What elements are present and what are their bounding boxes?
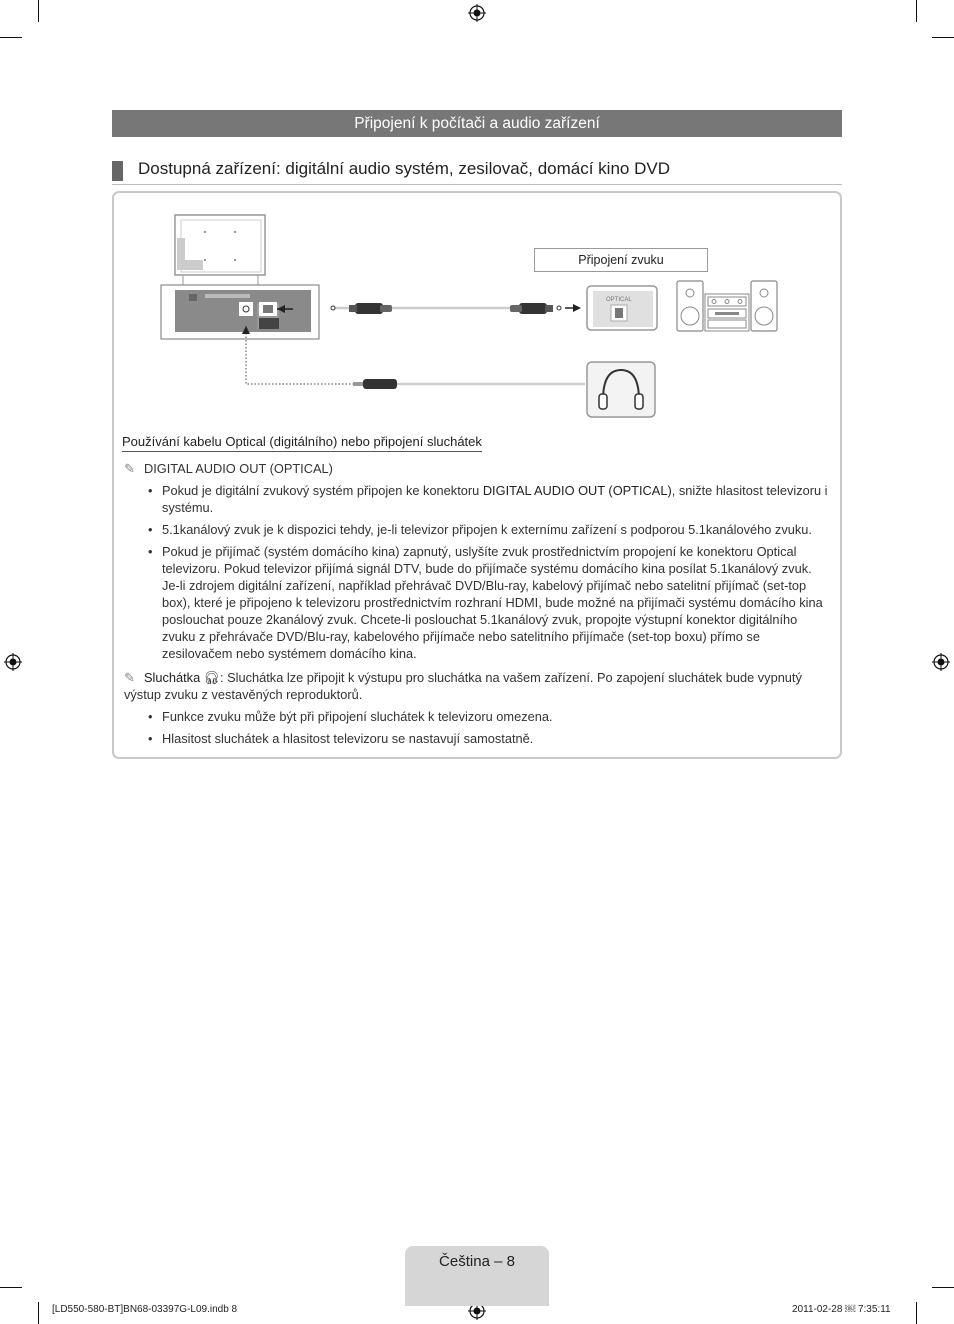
- note-title: Sluchátka: [144, 670, 201, 685]
- bullet-bold-text: DIGITAL AUDIO OUT (OPTICAL): [482, 483, 672, 498]
- note-digital-audio: [124, 460, 333, 477]
- crop-mark: [38, 0, 39, 22]
- bullet-text: 5.1kanálový zvuk je k dispozici tehdy, je-li televizor připojen k externímu zařízení s podporou 5.1kanálového zvuku.: [162, 522, 812, 537]
- pencil-note-icon: ✎: [124, 461, 135, 476]
- heading-marker: [112, 161, 123, 181]
- audio-connection-label: Připojení zvuku: [534, 248, 708, 272]
- crop-mark: [38, 1302, 39, 1324]
- crop-mark: [916, 1302, 917, 1324]
- page-number-tab: [405, 1246, 549, 1306]
- note-headphones: [124, 669, 832, 703]
- page-number: Čeština – 8: [439, 1253, 515, 1270]
- optical-label: OPTICAL: [606, 297, 632, 303]
- bullet-icon: •: [148, 544, 153, 559]
- optical-cable: [331, 303, 581, 314]
- bullet-icon: •: [148, 483, 153, 498]
- bullet-icon: •: [148, 522, 153, 537]
- registration-mark-icon: [4, 653, 22, 671]
- headphone-cable: [353, 379, 585, 389]
- crop-mark: [916, 0, 917, 22]
- heading-text: Dostupná zařízení: digitální audio systém, zesilovač, domácí kino DVD: [138, 159, 670, 178]
- crop-mark: [932, 1287, 954, 1288]
- audio-system-icon: [677, 281, 777, 331]
- section-title: Připojení k počítači a audio zařízení: [112, 110, 842, 137]
- bullet-text: Pokud je přijímač (systém domácího kina) zapnutý, uslyšíte zvuk prostřednictvím propojení ke konektoru Optical televizoru. Pokud televizor přijímá signál DTV, bude do přijímače systému domácího kina posílat 5.1kanálový zvuk. Je-li zdrojem digitální zařízení, například přehrávač DVD/Blu-ray, kabelový přijímač nebo satelitní přijímač (set-top box), které je připojeno k televizoru prostřednictvím rozhraní HDMI, bude možné na přijímači systému domácího kina poslouchat pouze 2kanálový zvuk. Chcete-li poslouchat 5.1kanálový zvuk, propojte výstupní konektor digitálního zvuku z přehrávače DVD/Blu-ray, kabelového přijímače nebo satelitního přijímače (set-top boxu) přímo se zesilovačem nebo systémem domácího kina.: [162, 544, 823, 661]
- bullet-text: Funkce zvuku může být při připojení sluchátek k televizoru omezena.: [162, 709, 553, 724]
- list-item: [148, 543, 832, 663]
- note-title: DIGITAL AUDIO OUT (OPTICAL): [144, 461, 333, 476]
- list-item: [148, 708, 832, 725]
- bullet-text: , snižte hlasitost televizoru i systému.: [162, 483, 828, 515]
- crop-mark: [932, 37, 954, 38]
- bullet-text: Hlasitost sluchátek a hlasitost televizoru se nastavují samostatně.: [162, 731, 534, 746]
- crop-mark: [0, 37, 22, 38]
- registration-mark-icon: [468, 4, 486, 22]
- tv-back-illustration: [175, 215, 265, 285]
- list-item: [148, 730, 832, 747]
- print-datetime: 2011-02-28 ￼ 7:35:11: [792, 1304, 891, 1315]
- headphones-icon: [587, 362, 655, 417]
- headphone-symbol-icon: 🎧︎: [203, 670, 221, 685]
- print-file-info: [LD550-580-BT]BN68-03397G-L09.indb 8: [52, 1304, 238, 1315]
- pencil-note-icon: ✎: [124, 670, 135, 685]
- list-item: [148, 482, 832, 516]
- registration-mark-icon: [932, 653, 950, 671]
- bullet-text: Pokud je digitální zvukový systém připojen ke konektoru: [162, 483, 483, 498]
- note-text: : Sluchátka lze připojit k výstupu pro sluchátka na vašem zařízení. Po zapojení sluchátek bude vypnutý výstup zvuku z vestavěných reproduktorů.: [124, 670, 802, 702]
- sub-heading: Používání kabelu Optical (digitálního) nebo připojení sluchátek: [122, 434, 482, 452]
- page-heading: [112, 158, 842, 185]
- optical-device-panel: [587, 286, 657, 330]
- bullet-icon: •: [148, 731, 153, 746]
- list-item: [148, 521, 832, 538]
- bullet-icon: •: [148, 709, 153, 724]
- connection-diagram: [155, 210, 785, 425]
- tv-port-panel: [161, 285, 319, 339]
- crop-mark: [0, 1287, 22, 1288]
